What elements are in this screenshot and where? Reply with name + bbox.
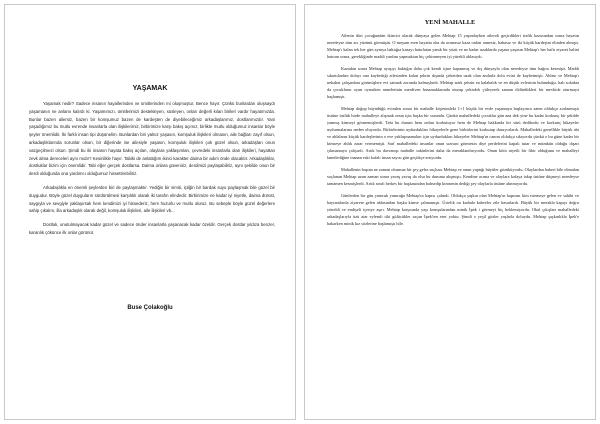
story-paragraph: Kazadan sonra Mehtap ayaşıyı baktığın daha çok kendi içine kapanmış ve dış dünyayla olan neredeyse tüm bağını kesmişti. Maddi sıkıntılardan dolayı ona kaybettiği ailesinden kalan şehrin dışında şirketden uzak olan anılarla dolu evini de kaybetmişti. Ablası ve Mehtap'ı nekahat çalışanlara görünüşlere evi satmak zorunda kalmışlardı. Mehtap artık şehrin en kalabalık ve en düşük evlerinin bulunduğu, halı sokakta da çocukların oyun oynarken annelerinin merdiven basamaklarında oturup çekirdek çitleyerek zaman öldürdükleri bir mevkide oturmaya başlamıştı.	[327, 66, 579, 99]
left-document-page	[4, 4, 296, 420]
right-document-page	[304, 4, 596, 420]
story-body	[327, 32, 579, 232]
essay-title: YAŞAMAK	[132, 85, 168, 92]
essay-paragraph: Dostluk, unutulmayacak kadar güzel ve sadece önder insanlarla yaşanacak kadar özeldir. Gerçek dostlar yıldıza benzer, karanlık çökünce ilk onlar görünür.	[29, 222, 275, 235]
story-paragraph: Mahallenin başına ne zaman olumsuz bir şey gelse suçlusu Mehtap ve onun yaptığı büyüler gözüküyordu. Olaylardan haberi bile olmadan suçlanan Mehtap uzun zaman sonra yavaş yavaş da olsa bu duruma alışmıştı. Kendine acıma ve olaylara kafaya takıp üstüne düşmeyi neredeyse tamamen kesmişlerdi. Artık sınıfı herkes bir başkasından bahsedip kimsenin dediği şey olaylarla üstüne alınmıyordu.	[327, 167, 579, 186]
story-paragraph: Mehtap doğup büyüdüğü evinden sonra bir mahalle köşesindeki 1+1 küçük bir evde yaşamaya başlayınca zaten oldukça zorlanmıştı üstüne üstlük birde mahalleye alışmak onun için başka bir sorundu. Çünkü mahalledeki çocuklar gün ana dek yine bu kadar korkunç bir şekilde yanmış kimseyi görmemişlerdi. Tabi bu durum hem onları korkutuyor hem de Mehtap hakkında bir sürü dedikodu ve korkunç hikayeler uydurmalarına neden oluyordu. Birbirlerinin uydurdukları hikayelerle gene birbirlerini korkutup duruyorlardı. Mahalledeki genellikle büyük abi ve ablaların küçük kardeşlerinin o eve yaklaşmamaları için uydurdukları hikayeler Mehtap'ın canını oldukça sıkıyordu çünkü o bu güne kadar bir kimseye ahlık zarar vermemişti. Sarf mahalledeki insanlar onun sızısını görmesin diye perdelerini kapalı tutar ve mümkün olduğu dışarı çıkmamaya çalışırdı. Artık bu davranışı mahalle sakinlerini daha da meraklandırıyordu. Onun kötü niyetli bir fikir olduğunu ve mahalleyi lanetlediğine inanan eski kafalı insan sayısı gün geçtikçe artıyordu.	[327, 106, 579, 160]
essay-body	[29, 100, 275, 243]
story-title: YENİ MAHALLE	[424, 19, 476, 26]
story-paragraph: Günlerden bir gün yumruk yumruğa Mehtap'ın kapısı çalındı. Oldukça şaşkın olan Mehtap'ın kapısını kim istemeye gelen ev sahibi ve bayramlarda ziyarete gelen ablasından başka kimse çalmamıştı. Üstelik on kadada kahveler zile basarlardı. Büyük bir merakla kapıyı doğru yöneldi ve endişeli içeriye aşırı. Mehtap karşısında yaşı komşularından minik İpek i görmeyi hiç beklemiyordu. Okul çıkışları mahalledeki arkadaşlarıyla üzü atar eylemli tiki gülücükler saçan İpek'ten eser yoktu. Şimdi o yeşil gözler yaşlarla doluydu. Mehtap şaşkınlıkla İpek'e bakarken minik kız sözlerine başlamıştı bile.	[327, 193, 579, 226]
story-paragraph: Ailenin dört çocuğundan ikincisi olarak dünyaya gelen Mehtap 15 yaşındayken ailecek geçirdikleri trafik kazasından sonra hayatın neredeyse tüm acı yüzünü görmüştü. O meşum esen hayatta oba da acımasız kaza onları annesiz, babasız ve iki küçük kardeşini elinden almıştı. Mehtap'ı kalan tek her gün aynıya baktığıa kazayı hatırlatan yanık bir yüzü ve ne kadar uzaklarda yaşasa yaşasın Mehtap'ı her haftı ziyaret halini hatıran sonra, gerekliğinde maddi yardım yapmaktan hiç çekinmeyen iyi yürekli ablasıydı.	[327, 33, 579, 59]
essay-author: Buse Çolakoğlu	[127, 305, 173, 311]
essay-paragraph: Yaşamak nedir? Sadece insanın hayallerinden ve ümitlerinden mi oluşmuştur. Bence hayır. Çünkü bunlardan oluşsaydı yaşamanın ne anlamı kalırdı ki. Yaşamımızı, ümitlerimizi destekleyen, süsleyen, onları değerli kılan birileri vardır hayatımızda. Bunlar bazen ailemiz, bazen bir komşumuz bazen de kardeşten de diyebileceğimiz arkadaşlarımız, dostlarımızdır. Yani yaşadığımız bu mutlu evrende insanlarla olan ilişkilerimiz, birbirimize karşı bakış açımız, birlikte mutlu olduğumuz insanlar böyle şeyler önemlidir. İki farklı insan tipi düşünelim. Bunlardan biri yalnız yaşasın, komşuluk ilişkileri olmasın, aile bağları zayıf olsun, arkadaşlıklarında sorunlar olsun, bir diğerinde ise ailesiyle yaşasın, komşuluk ilişkileri çok güzel olsun, arkadaşları onun vazgeçilmezi olsun. Şimdi bu iki insanın hayata bakış açıları, olaylara yaklaşımları, çevredeki insanlarla olan ilişkileri, hayattan zevk alma dereceleri aynı mıdır? Kesinlikle hayır. Tabiki de anlattığım ikinci karakter daima bir adım önde olacaktır. Arkadaşlıklar, dostluklar bizim için önemlidir. Tabi eğer gerçek dostlarsa. Daima onlara güveniriz, derdimizi paylaşabiliriz, aynı şekilde onun bir derdi olduğunda ona yardımcı olduğumuz hissettirebiliriz.	[29, 101, 275, 177]
essay-paragraph: Arkadaşlıkla en önemli şeylerden biri de paylaşmaktır. Yediğin bir simiti, içtiğin bir bardak suyu paylaşmak bile güzel bir duygudur. Böyle güzel duyguların sürdürülmesi karşılıklı olarak iki tarafın elindedir. Birbirimize ne kadar iyi niyetle, daima dürüst, saygıyla ve sevgiyle yaklaşırsak hem kendimizi iyi hissederiz, hem huzurlu ve mutlu oluruz. Bu sebeple böyle güzel değerlere sahip çıkalım, illa arkadaşlık olarak değil, komşuluk ilişkileri, aile ilişkileri vb...	[29, 184, 275, 214]
